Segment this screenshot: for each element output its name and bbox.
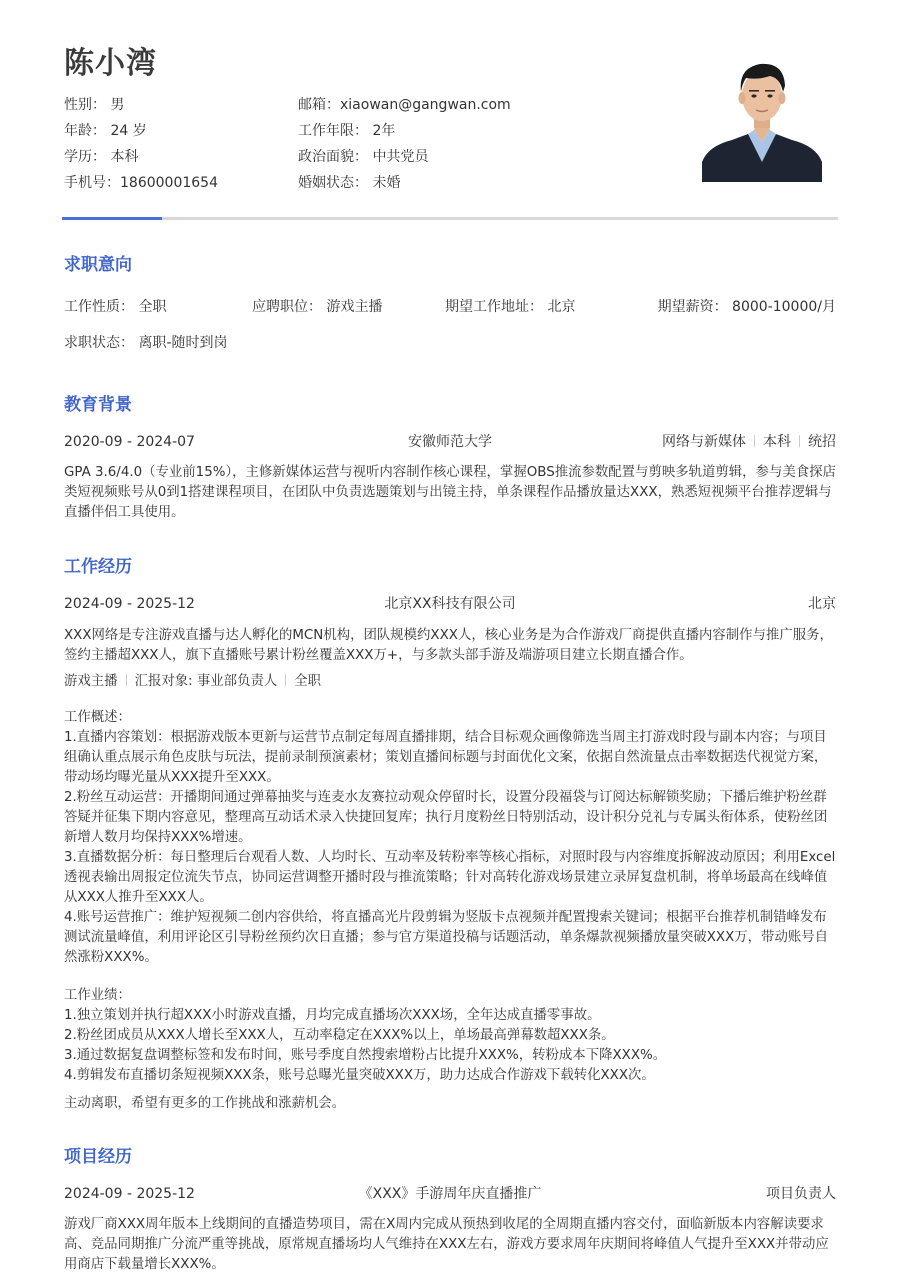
achievement-item: 2.粉丝团成员从XXX人增长至XXX人，互动率稳定在XXX%以上，单场最高弹幕数超XXX条。: [64, 1028, 615, 1043]
section-title-work: 工作经历: [64, 557, 132, 577]
intent-salary-text: 期望薪资： 8000-10000/月: [657, 299, 836, 315]
work-overview-label: 工作概述：: [64, 710, 131, 725]
profile-photo: [702, 50, 822, 182]
work-company: 北京XX科技有限公司: [384, 596, 516, 612]
political-status-field: 政治面貌： 中共党员: [298, 149, 429, 165]
overview-item: 4.账号运营推广：维护短视频二创内容供给，将直播高光片段剪辑为竖版卡点视频并配置搜索关键词；根据平台推荐机制错峰发布测试流量峰值，利用评论区引导粉丝预约次日直播；参与官方渠道投稿与话题活动，单条爆款视频播放量突破XXX万，带动账号自然涨粉XXX%。: [64, 910, 829, 965]
company-description-text: XXX网络是专注游戏直播与达人孵化的MCN机构，团队规模约XXX人，核心业务是为合作游戏厂商提供直播内容制作与推广服务，签约主播超XXX人，旗下直播账号累计粉丝覆盖XXX万+，与多款头部手游及端游项目建立长期直播合作。: [64, 628, 833, 663]
separator: [799, 435, 800, 447]
work-overview: [64, 708, 836, 968]
work-years-field: 工作年限： 2年: [298, 123, 396, 139]
achievement-item: 3.通过数据复盘调整标签和发布时间，账号季度自然搜索增粉占比提升XXX%，转粉成本下降XXX%。: [64, 1048, 667, 1063]
education-level-field: 学历： 本科: [64, 149, 139, 165]
intent-status: 求职状态： 离职-随时到岗: [64, 335, 228, 351]
marital-status-field: 婚姻状态： 未婚: [298, 175, 401, 191]
section-title-intent: 求职意向: [64, 255, 132, 275]
phone-field: 手机号：18600001654: [64, 175, 218, 191]
project-description-text: 游戏厂商XXX周年版本上线期间的直播造势项目，需在X周内完成从预热到收尾的全周期直播内容交付，面临新版本内容解读要求高、竞品同期推广分流严重等挑战，原常规直播场均人气维持在XXX左右，游戏方要求周年庆期间将峰值人气提升至XXX并带动应用商店下载量增长XXX%。: [64, 1217, 829, 1272]
header-divider: [62, 217, 838, 220]
work-city: 北京: [808, 596, 836, 612]
education-major: 网络与新媒体: [662, 434, 746, 450]
separator: [285, 674, 286, 686]
age-field: 年龄： 24 岁: [64, 123, 147, 139]
intent-position: 应聘职位： 游戏主播: [252, 299, 383, 315]
overview-item: 2.粉丝互动运营：开播期间通过弹幕抽奖与连麦水友赛拉动观众停留时长，设置分段福袋与订阅达标解锁奖励；下播后维护粉丝群答疑并征集下期内容意见，整理高互动话术录入快捷回复库；执行月度粉丝日特别活动，设计积分兑礼与专属头衔体系，使粉丝团新增人数月均保持XXX%增速。: [64, 790, 828, 845]
section-title-education: 教育背景: [64, 395, 132, 415]
company-description: [64, 626, 836, 666]
separator: [754, 435, 755, 447]
leave-reason-text: 主动离职，希望有更多的工作挑战和涨薪机会。: [64, 1096, 346, 1111]
email-field: 邮箱：xiaowan@gangwan.com: [298, 97, 511, 113]
work-tags: [64, 672, 321, 692]
intent-job-type: 工作性质： 全职: [64, 299, 167, 315]
leave-reason: [64, 1094, 836, 1114]
education-mode: 统招: [808, 434, 836, 450]
gender-field: 性别： 男: [64, 97, 125, 113]
project-role: 项目负责人: [766, 1186, 836, 1202]
work-report: 汇报对象: 事业部负责人: [134, 674, 278, 689]
intent-location: 期望工作地址： 北京: [445, 299, 576, 315]
header-divider-accent: [62, 217, 162, 220]
project-description: [64, 1215, 836, 1275]
section-title-project: 项目经历: [64, 1147, 132, 1167]
education-school: 安徽师范大学: [408, 434, 492, 450]
project-name: 《XXX》手游周年庆直播推广: [358, 1186, 542, 1202]
education-dates: 2020-09 - 2024-07: [64, 434, 195, 450]
overview-item: 3.直播数据分析：每日整理后台观看人数、人均时长、互动率及转粉率等核心指标，对照时段与内容维度拆解波动原因；利用Excel透视表输出周报定位流失节点，协同运营调整开播时段与推流策略；针对高转化游戏场景建立录屏复盘机制，将单场最高在线峰值从XXX人推升至XXX人。: [64, 850, 836, 905]
achievement-item: 4.剪辑发布直播切条短视频XXX条，账号总曝光量突破XXX万，助力达成合作游戏下载转化XXX次。: [64, 1068, 655, 1083]
overview-item: 1.直播内容策划：根据游戏版本更新与运营节点制定每周直播排期，结合目标观众画像筛选当周主打游戏时段与副本内容；与项目组确认重点展示角色皮肤与玩法，提前录制预演素材；策划直播间标题与封面优化文案，依据自然流量点击率数据迭代视觉方案，带动场均曝光量从XXX提升至XXX。: [64, 730, 828, 785]
achievement-item: 1.独立策划并执行超XXX小时游戏直播，月均完成直播场次XXX场，全年达成直播零事故。: [64, 1008, 601, 1023]
project-dates: 2024-09 - 2025-12: [64, 1186, 195, 1202]
education-description-text: GPA 3.6/4.0（专业前15%），主修新媒体运营与视听内容制作核心课程，掌握OBS推流参数配置与剪映多轨道剪辑，参与美食探店类短视频账号从0到1搭建课程项目，在团队中负责选题策划与出镜主持，单条课程作品播放量达XXX，熟悉短视频平台推荐逻辑与直播伴侣工具使用。: [64, 465, 836, 520]
education-meta: [560, 432, 836, 452]
education-degree: 本科: [763, 434, 791, 450]
work-achievements-label: 工作业绩：: [64, 988, 131, 1003]
work-job-type: 全职: [294, 674, 322, 689]
intent-salary: [560, 297, 836, 317]
education-description: [64, 463, 836, 523]
separator: [126, 674, 127, 686]
work-dates: 2024-09 - 2025-12: [64, 596, 195, 612]
work-role: 游戏主播: [64, 674, 118, 689]
candidate-name: 陈小湾: [64, 46, 157, 81]
work-achievements: [64, 986, 836, 1086]
